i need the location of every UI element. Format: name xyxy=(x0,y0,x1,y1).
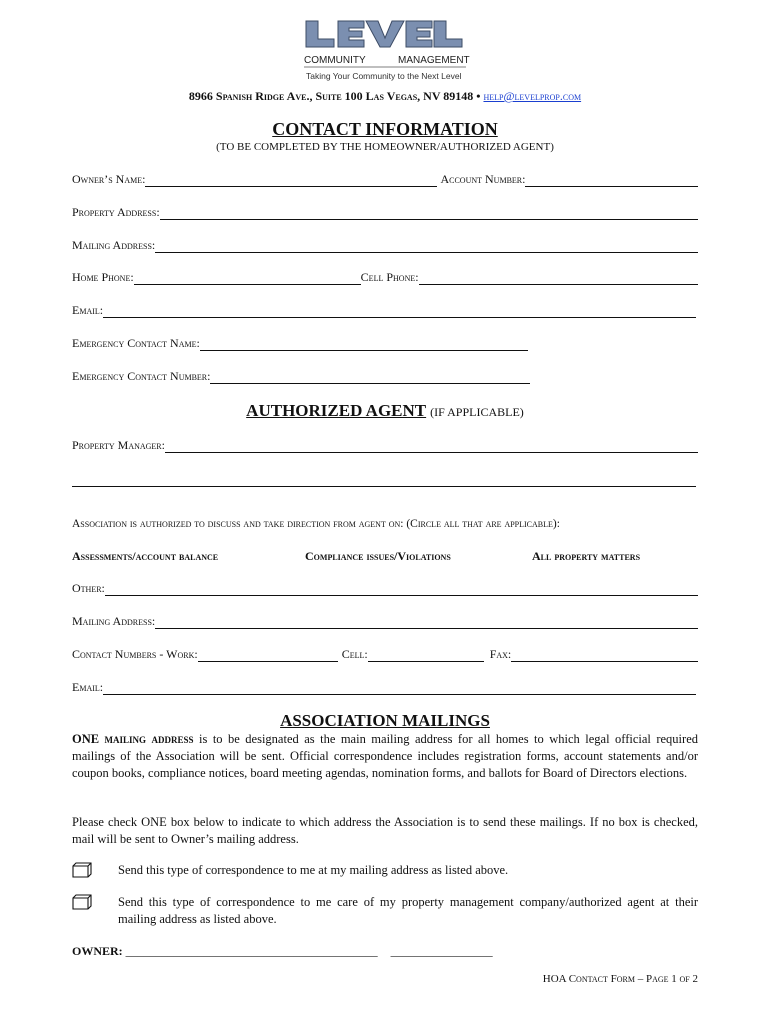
property-manager-line2-row xyxy=(72,471,696,487)
owner-signature-field[interactable]: __________________________________________ xyxy=(125,944,378,958)
mailing-option-agent: Send this type of correspondence to me care of my property management company/authorized agent at their mailing address as listed above. xyxy=(72,894,698,928)
property-manager-field-2[interactable] xyxy=(72,474,696,487)
svg-text:Taking Your Community to the N: Taking Your Community to the Next Level xyxy=(306,71,462,81)
agent-cell-field[interactable] xyxy=(368,649,484,662)
work-number-label: Contact Numbers - Work: xyxy=(72,647,198,661)
agent-mailing-address-row xyxy=(72,613,698,629)
svg-text:MANAGEMENT: MANAGEMENT xyxy=(398,55,470,66)
owner-signature-row xyxy=(72,944,493,959)
emergency-name-label: Emergency Contact Name: xyxy=(72,336,200,350)
mailings-section-title: ASSOCIATION MAILINGS xyxy=(280,711,490,730)
property-manager-row xyxy=(72,437,698,453)
agent-email-label: Email: xyxy=(72,680,104,694)
mailing-option-owner: Send this type of correspondence to me at my mailing address as listed above. xyxy=(72,862,698,879)
company-address: 8966 Spanish Ridge Ave., Suite 100 Las Vegas, NV 89148 • help@levelprop.com xyxy=(188,89,582,103)
mailings-description: ONE mailing address is to be designated as the main mailing address for all homes to which legal official required mailings of the Association will be sent. Official correspondence includes registration forms, account statements and/or coupon books, compliance notices, board meeting agendas, nomination forms, and ballots for Board of Directors elections. xyxy=(72,732,698,780)
property-manager-label: Property Manager: xyxy=(72,438,165,452)
option-compliance[interactable]: Compliance issues/Violations xyxy=(305,549,451,563)
mailing-address-field[interactable] xyxy=(155,240,698,253)
agent-section-title: AUTHORIZED AGENT (IF APPLICABLE) xyxy=(246,401,524,420)
agent-mailing-address-label: Mailing Address: xyxy=(72,614,156,628)
fax-field[interactable] xyxy=(511,649,698,662)
mailings-instructions: Please check ONE box below to indicate to which address the Association is to send these mailings. If no box is checked, mail will be sent to Owner’s mailing address. xyxy=(72,815,698,846)
authorization-statement: Association is authorized to discuss and take direction from agent on: (Circle all that are applicable): xyxy=(72,518,560,530)
property-address-row xyxy=(72,204,698,220)
email-field[interactable] xyxy=(103,305,696,318)
agent-email-field[interactable] xyxy=(103,682,696,695)
owner-signature-label: OWNER: xyxy=(72,944,123,958)
mailing-address-row xyxy=(72,237,698,253)
owner-name-row xyxy=(72,171,698,187)
level-logo xyxy=(300,15,470,87)
emergency-number-row xyxy=(72,368,530,384)
mailing-address-label: Mailing Address: xyxy=(72,238,156,252)
account-number-label: Account Number: xyxy=(440,172,526,186)
home-phone-field[interactable] xyxy=(134,272,361,285)
contact-numbers-row xyxy=(72,646,698,662)
email-row xyxy=(72,302,696,318)
emergency-number-field[interactable] xyxy=(210,371,530,384)
agent-mailing-address-field[interactable] xyxy=(155,616,698,629)
other-field[interactable] xyxy=(105,583,698,596)
fax-label: Fax: xyxy=(489,647,512,661)
contact-section-title: CONTACT INFORMATION xyxy=(272,119,498,139)
cell-phone-label: Cell Phone: xyxy=(360,270,419,284)
work-number-field[interactable] xyxy=(198,649,338,662)
agent-email-row xyxy=(72,679,696,695)
email-label: Email: xyxy=(72,303,104,317)
contact-section-subtitle: (TO BE COMPLETED BY THE HOMEOWNER/AUTHORIZED AGENT) xyxy=(216,141,554,153)
owner-name-label: Owner’s Name: xyxy=(72,172,146,186)
property-manager-field[interactable] xyxy=(165,440,698,453)
home-phone-label: Home Phone: xyxy=(72,270,134,284)
option-all-matters[interactable]: All property matters xyxy=(532,549,641,563)
option-assessments[interactable]: Assessments/account balance xyxy=(72,549,219,563)
page-footer: HOA Contact Form – Page 1 of 2 xyxy=(542,973,698,985)
agent-cell-label: Cell: xyxy=(341,647,368,661)
checkbox-agent-address[interactable] xyxy=(72,894,92,910)
emergency-name-row xyxy=(72,335,528,351)
phone-row xyxy=(72,269,698,285)
svg-text:COMMUNITY: COMMUNITY xyxy=(304,55,366,66)
other-row xyxy=(72,580,698,596)
emergency-number-label: Emergency Contact Number: xyxy=(72,369,211,383)
cell-phone-field[interactable] xyxy=(419,272,698,285)
other-label: Other: xyxy=(72,581,105,595)
owner-name-field[interactable] xyxy=(145,174,437,187)
checkbox-owner-address[interactable] xyxy=(72,862,92,878)
email-link[interactable]: help@levelprop.com xyxy=(483,89,582,103)
date-field[interactable]: _________________ xyxy=(390,944,493,958)
account-number-field[interactable] xyxy=(525,174,698,187)
emergency-name-field[interactable] xyxy=(200,338,528,351)
property-address-field[interactable] xyxy=(160,207,698,220)
property-address-label: Property Address: xyxy=(72,205,160,219)
